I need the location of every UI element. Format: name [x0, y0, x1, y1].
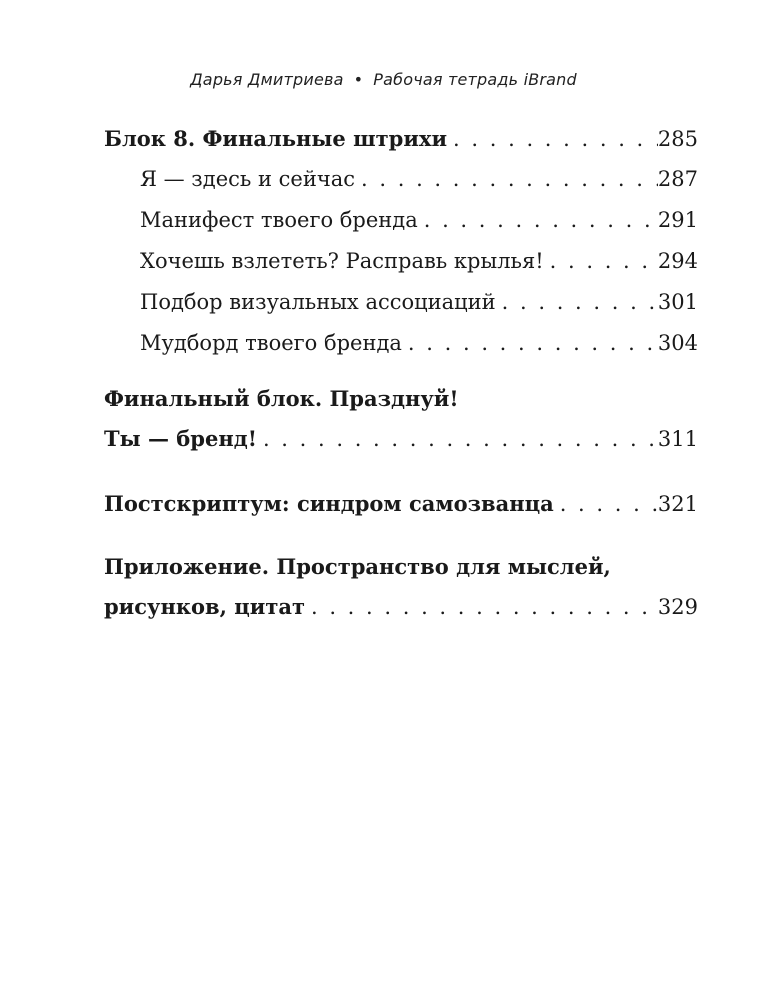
dot-leader — [554, 484, 658, 525]
spacer — [104, 459, 698, 483]
toc-page-number: 301 — [657, 290, 698, 314]
toc-entry-title: Постскриптум: синдром самозванца — [104, 491, 554, 516]
dot-leader — [355, 159, 658, 200]
toc-subentry[interactable] — [104, 241, 698, 282]
toc-page-number: 304 — [657, 331, 698, 355]
header-separator: • — [353, 70, 364, 89]
toc-page-number: 311 — [657, 427, 698, 451]
toc-page-number: 291 — [657, 208, 698, 232]
toc-entry-title: Мудборд твоего бренда — [140, 331, 402, 355]
toc-entry-title: Блок 8. Финальные штрихи — [104, 126, 448, 151]
toc-page-number: 287 — [657, 167, 698, 191]
toc-entry-title: Хочешь взлететь? Расправь крылья! — [140, 249, 544, 273]
toc-entry-final-block-line1[interactable]: Финальный блок. Празднуй! — [104, 386, 459, 411]
spacer — [104, 364, 698, 380]
dot-leader — [544, 241, 658, 282]
toc-page-number: 329 — [657, 595, 698, 619]
toc-page-number: 294 — [657, 249, 698, 273]
dot-leader — [402, 323, 658, 364]
header-author: Дарья Дмитриева — [190, 70, 344, 89]
toc-entry-postscript[interactable] — [104, 483, 698, 524]
toc-subentry[interactable] — [104, 159, 698, 200]
toc-subentry[interactable] — [104, 323, 698, 364]
toc-subentry[interactable] — [104, 282, 698, 323]
running-header — [0, 70, 767, 89]
toc-page-number: 321 — [657, 492, 698, 516]
toc-entry-title: Подбор визуальных ассоциаций — [140, 290, 496, 314]
table-of-contents — [104, 118, 698, 627]
toc-subentry[interactable] — [104, 200, 698, 241]
dot-leader — [496, 282, 658, 323]
header-book-title: Рабочая тетрадь iBrand — [373, 70, 577, 89]
toc-entry-final-block[interactable] — [104, 418, 698, 459]
toc-entry-title: Манифест твоего бренда — [140, 208, 418, 232]
toc-entry-appendix-line1[interactable]: Приложение. Пространство для мыслей, — [104, 554, 611, 579]
spacer — [104, 524, 698, 548]
toc-entry-appendix[interactable] — [104, 586, 698, 627]
toc-entry-title: Ты — бренд! — [104, 426, 257, 451]
dot-leader — [305, 587, 658, 628]
dot-leader — [447, 119, 658, 160]
toc-entry-title: Я — здесь и сейчас — [140, 167, 356, 191]
dot-leader — [418, 200, 658, 241]
dot-leader — [257, 419, 658, 460]
toc-entry-block8[interactable] — [104, 118, 698, 159]
toc-page-number: 285 — [657, 127, 698, 151]
toc-entry-title: рисунков, цитат — [104, 594, 305, 619]
